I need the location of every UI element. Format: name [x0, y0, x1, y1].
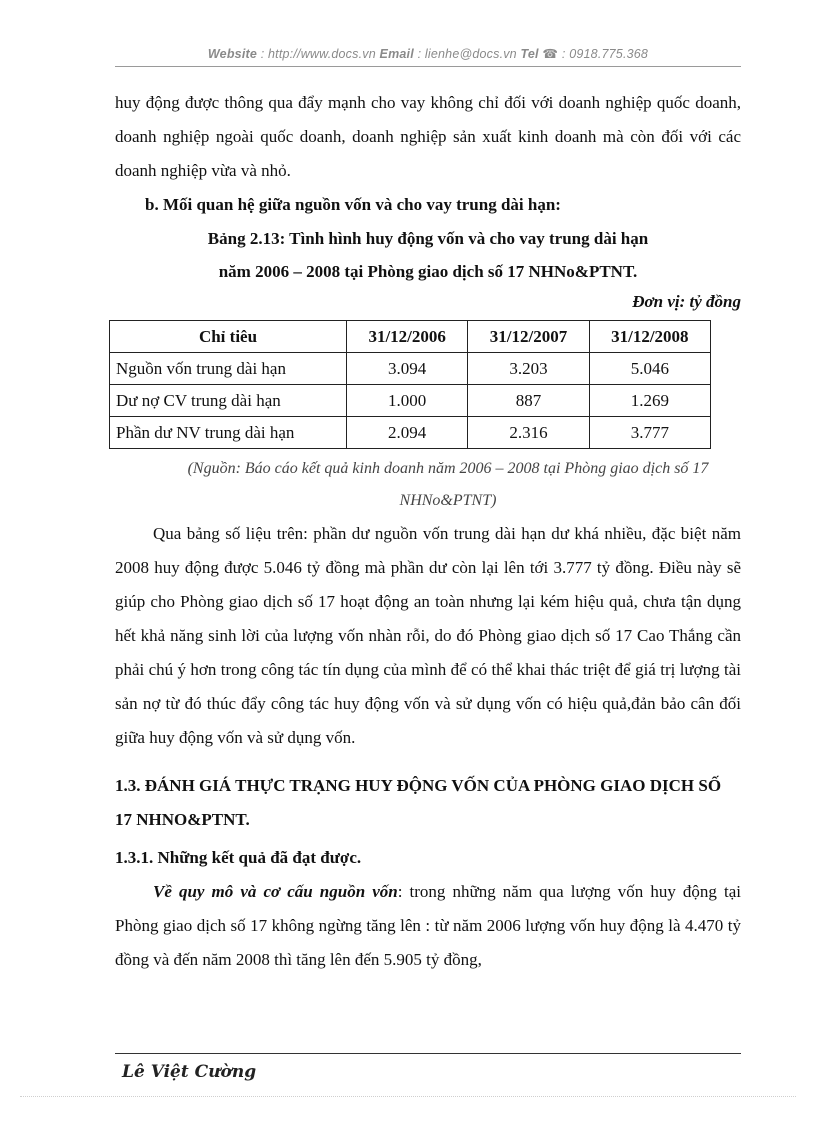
table-cell: 2.316	[468, 417, 589, 449]
table-cell: 1.269	[589, 385, 710, 417]
paragraph-2: Qua bảng số liệu trên: phần dư nguồn vốn trung dài hạn dư khá nhiều, đặc biệt năm 2008 huy động được 5.046 tỷ đồng mà phần dư còn lại lên tới 3.777 tỷ đồng. Điều này sẽ giúp cho Phòng giao dịch số 17 hoạt động an toàn nhưng lại kém hiệu quả, chưa tận dụng hết khả năng sinh lời của lượng vốn nhàn rỗi, do đó Phòng giao dịch số 17 Cao Thắng cần phải chú ý hơn trong công tác tín dụng của mình để có thể khai thác triệt để giá trị lượng tài sản nợ từ đó thúc đẩy công tác huy động vốn và sử dụng vốn có hiệu quả,đản bảo cân đối giữa huy động vốn và sử dụng vốn.	[115, 524, 741, 747]
paragraph-3-lead: Về quy mô và cơ cấu nguồn vốn	[153, 882, 398, 901]
table-row	[110, 385, 711, 417]
table-header-row	[110, 321, 711, 353]
section-heading-1-3-1: 1.3.1. Những kết quả đã đạt được.	[115, 848, 362, 867]
capital-table	[109, 320, 711, 449]
section-heading-1-3: 1.3. ĐÁNH GIÁ THỰC TRẠNG HUY ĐỘNG VỐN CỦA PHÒNG GIAO DỊCH SỐ 17 NHNO&PTNT.	[115, 776, 722, 829]
table-cell: 5.046	[589, 353, 710, 385]
table-cell: 2.094	[347, 417, 468, 449]
table-row	[110, 417, 711, 449]
table-cell: 3.203	[468, 353, 589, 385]
page-edge-dots	[20, 1096, 796, 1097]
table-caption-line-1: Bảng 2.13: Tình hình huy động vốn và cho vay trung dài hạn	[207, 229, 649, 248]
paragraph-3-rest: : trong những năm qua lượng vốn huy động tại Phòng giao dịch số 17 không ngừng tăng lên : từ năm 2006 lượng vốn huy động là 4.470 tỷ đồng và đến năm 2008 thì tăng lên đến 5.905 tỷ đồng,	[115, 882, 741, 969]
page-header	[115, 46, 741, 61]
phone-icon: ☎	[542, 47, 559, 61]
footer-author: Lê Việt Cường	[122, 1062, 257, 1082]
table-source: (Nguồn: Báo cáo kết quả kinh doanh năm 2006 – 2008 tại Phòng giao dịch số 17 NHNo&PTNT)	[187, 460, 709, 509]
table-caption-line-2: năm 2006 – 2008 tại Phòng giao dịch số 17 NHNo&PTNT.	[218, 262, 638, 281]
table-cell: Phần dư NV trung dài hạn	[110, 417, 347, 449]
header-divider	[115, 66, 741, 67]
paragraph-1: huy động được thông qua đẩy mạnh cho vay không chỉ đối với doanh nghiệp quốc doanh, doanh nghiệp ngoài quốc doanh, doanh nghiệp sản xuất kinh doanh mà còn đối với các doanh nghiệp vừa và nhỏ.	[115, 93, 741, 180]
table-cell: 1.000	[347, 385, 468, 417]
subheading-b: b. Mối quan hệ giữa nguồn vốn và cho vay trung dài hạn:	[145, 195, 561, 214]
paragraph-3	[115, 875, 741, 977]
table-header-cell: 31/12/2007	[468, 321, 589, 353]
table-unit: Đơn vị: tỷ đồng	[632, 292, 741, 311]
email-value: : lienhe@docs.vn	[413, 47, 521, 61]
tel-value: : 0918.775.368	[558, 47, 649, 61]
table-cell: 3.777	[589, 417, 710, 449]
footer-divider	[115, 1053, 741, 1054]
table-header-cell: Chỉ tiêu	[110, 321, 347, 353]
table-cell: 3.094	[347, 353, 468, 385]
table-row	[110, 353, 711, 385]
table-header-cell: 31/12/2006	[347, 321, 468, 353]
tel-label: Tel	[520, 47, 539, 61]
table-cell: 887	[468, 385, 589, 417]
email-label: Email	[379, 47, 414, 61]
table-header-cell: 31/12/2008	[589, 321, 710, 353]
website-label: Website	[207, 47, 258, 61]
document-body	[115, 86, 741, 977]
website-value: : http://www.docs.vn	[257, 47, 380, 61]
table-cell: Nguồn vốn trung dài hạn	[110, 353, 347, 385]
table-cell: Dư nợ CV trung dài hạn	[110, 385, 347, 417]
